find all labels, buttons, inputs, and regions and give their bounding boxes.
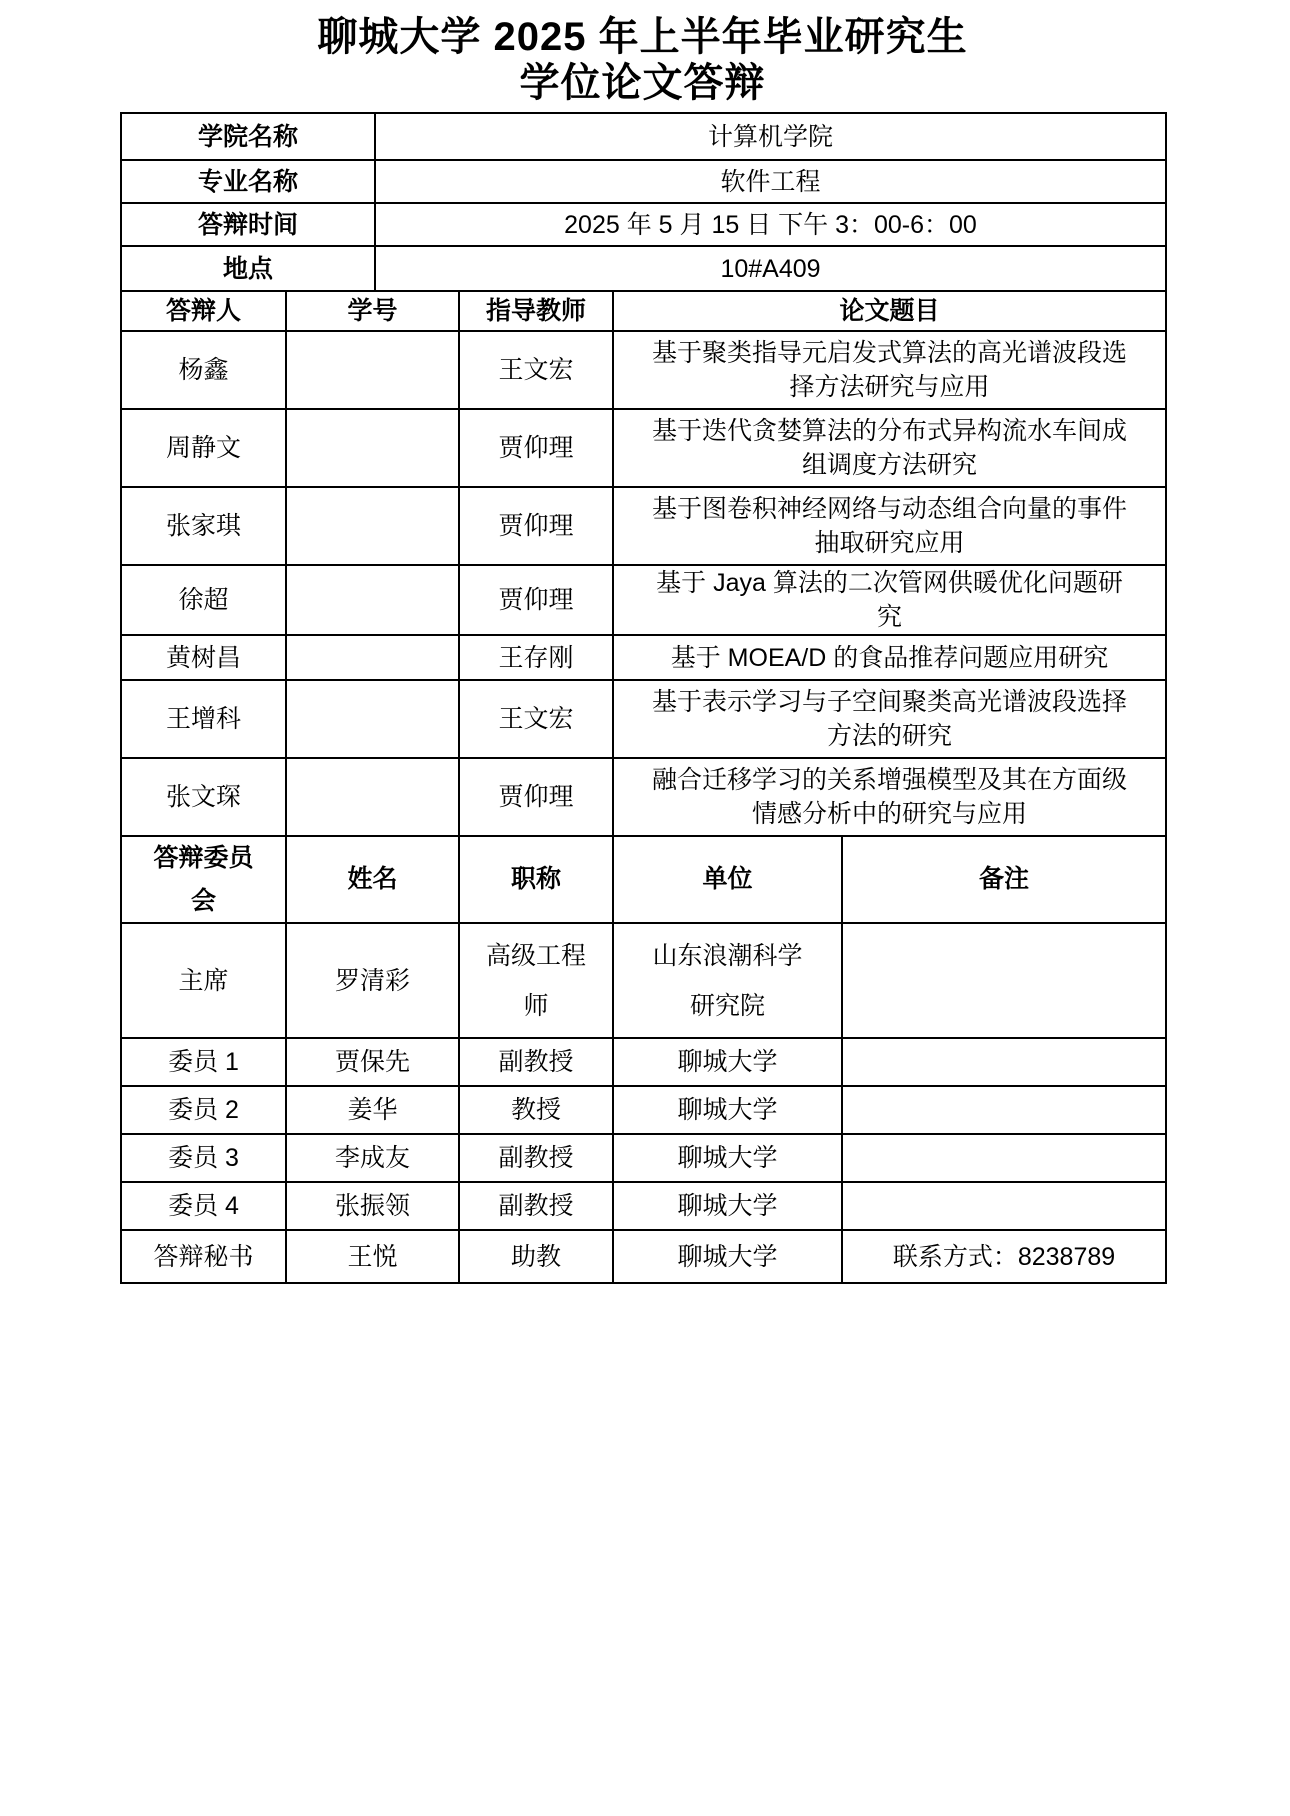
member-unit: 山东浪潮科学研究院 [613, 923, 842, 1038]
defender-row [121, 758, 1166, 836]
member-title: 高级工程师 [459, 923, 613, 1038]
col-header-note: 备注 [842, 836, 1166, 923]
defender-row [121, 487, 1166, 565]
member-note [842, 1086, 1166, 1134]
defender-student-id [286, 487, 459, 565]
col-header-unit: 单位 [613, 836, 842, 923]
defender-advisor: 贾仰理 [459, 565, 613, 635]
info-value: 10#A409 [375, 246, 1166, 291]
member-note [842, 923, 1166, 1038]
info-value: 计算机学院 [375, 113, 1166, 160]
defender-student-id [286, 331, 459, 409]
defender-thesis-title: 基于图卷积神经网络与动态组合向量的事件抽取研究应用 [613, 487, 1166, 565]
member-name: 罗清彩 [286, 923, 459, 1038]
defender-thesis-title: 基于迭代贪婪算法的分布式异构流水车间成组调度方法研究 [613, 409, 1166, 487]
info-label: 专业名称 [121, 160, 375, 203]
page-title [120, 14, 1165, 106]
member-role: 委员 2 [121, 1086, 286, 1134]
member-title: 教授 [459, 1086, 613, 1134]
info-row [121, 203, 1166, 246]
member-unit: 聊城大学 [613, 1086, 842, 1134]
defender-thesis-title: 基于表示学习与子空间聚类高光谱波段选择方法的研究 [613, 680, 1166, 758]
info-row [121, 113, 1166, 160]
defender-student-id [286, 680, 459, 758]
col-header-committee: 答辩委员会 [121, 836, 286, 923]
defender-row [121, 409, 1166, 487]
committee-table [120, 835, 1167, 1284]
committee-row [121, 1230, 1166, 1283]
defender-name: 周静文 [121, 409, 286, 487]
member-role: 委员 1 [121, 1038, 286, 1086]
defenders-table [120, 290, 1167, 837]
defender-student-id [286, 635, 459, 680]
defender-advisor: 贾仰理 [459, 758, 613, 836]
defenders-header-row [121, 291, 1166, 331]
defender-advisor: 贾仰理 [459, 409, 613, 487]
member-unit: 聊城大学 [613, 1134, 842, 1182]
member-note [842, 1038, 1166, 1086]
member-name: 张振领 [286, 1182, 459, 1230]
col-header-advisor: 指导教师 [459, 291, 613, 331]
defender-student-id [286, 565, 459, 635]
document-body [120, 112, 1165, 1284]
defender-row [121, 565, 1166, 635]
page-title-line1: 聊城大学 2025 年上半年毕业研究生 [317, 15, 968, 59]
member-role: 主席 [121, 923, 286, 1038]
defender-name: 徐超 [121, 565, 286, 635]
info-table [120, 112, 1167, 292]
info-label: 答辩时间 [121, 203, 375, 246]
defender-thesis-title: 融合迁移学习的关系增强模型及其在方面级情感分析中的研究与应用 [613, 758, 1166, 836]
info-value: 软件工程 [375, 160, 1166, 203]
info-label: 地点 [121, 246, 375, 291]
defender-name: 张家琪 [121, 487, 286, 565]
committee-row [121, 923, 1166, 1038]
defender-student-id [286, 409, 459, 487]
info-row [121, 246, 1166, 291]
committee-row [121, 1038, 1166, 1086]
col-header-title: 职称 [459, 836, 613, 923]
member-note [842, 1182, 1166, 1230]
defender-thesis-title: 基于 MOEA/D 的食品推荐问题应用研究 [613, 635, 1166, 680]
defender-name: 王增科 [121, 680, 286, 758]
col-header-defender: 答辩人 [121, 291, 286, 331]
col-header-name: 姓名 [286, 836, 459, 923]
committee-header-row [121, 836, 1166, 923]
member-name: 李成友 [286, 1134, 459, 1182]
defender-thesis-title: 基于聚类指导元启发式算法的高光谱波段选择方法研究与应用 [613, 331, 1166, 409]
page-title-line2: 学位论文答辩 [519, 61, 766, 105]
defender-name: 张文琛 [121, 758, 286, 836]
defender-advisor: 王文宏 [459, 680, 613, 758]
defender-advisor: 王文宏 [459, 331, 613, 409]
member-note [842, 1134, 1166, 1182]
col-header-thesis: 论文题目 [613, 291, 1166, 331]
defender-advisor: 王存刚 [459, 635, 613, 680]
member-role: 委员 4 [121, 1182, 286, 1230]
member-role: 答辩秘书 [121, 1230, 286, 1283]
defender-advisor: 贾仰理 [459, 487, 613, 565]
member-title: 副教授 [459, 1134, 613, 1182]
defender-row [121, 680, 1166, 758]
member-title: 助教 [459, 1230, 613, 1283]
committee-row [121, 1086, 1166, 1134]
defender-student-id [286, 758, 459, 836]
info-row [121, 160, 1166, 203]
member-unit: 聊城大学 [613, 1182, 842, 1230]
committee-row [121, 1182, 1166, 1230]
col-header-student-id: 学号 [286, 291, 459, 331]
defender-name: 黄树昌 [121, 635, 286, 680]
info-label: 学院名称 [121, 113, 375, 160]
member-role: 委员 3 [121, 1134, 286, 1182]
defender-name: 杨鑫 [121, 331, 286, 409]
member-title: 副教授 [459, 1038, 613, 1086]
member-title: 副教授 [459, 1182, 613, 1230]
info-value: 2025 年 5 月 15 日 下午 3：00-6：00 [375, 203, 1166, 246]
defender-thesis-title: 基于 Jaya 算法的二次管网供暖优化问题研究 [613, 565, 1166, 635]
member-name: 贾保先 [286, 1038, 459, 1086]
member-note: 联系方式：8238789 [842, 1230, 1166, 1283]
member-name: 姜华 [286, 1086, 459, 1134]
committee-row [121, 1134, 1166, 1182]
member-unit: 聊城大学 [613, 1038, 842, 1086]
defender-row [121, 331, 1166, 409]
member-unit: 聊城大学 [613, 1230, 842, 1283]
defender-row [121, 635, 1166, 680]
member-name: 王悦 [286, 1230, 459, 1283]
